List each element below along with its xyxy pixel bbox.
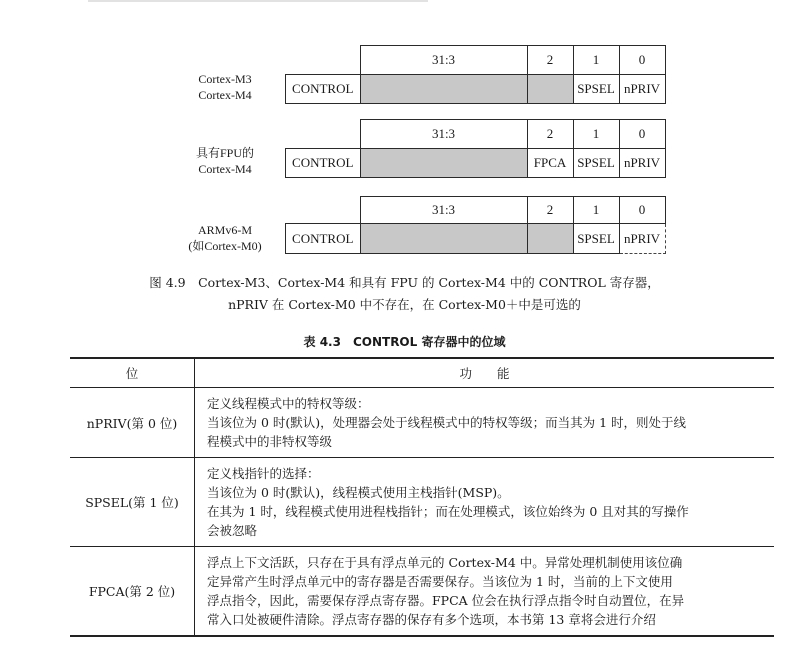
column-header-bit: 位 <box>70 358 195 388</box>
function-line: 定义栈指针的选择： <box>207 466 320 481</box>
diagram-2-label <box>165 145 285 177</box>
function-line: 定义线程模式中的特权等级： <box>207 396 370 411</box>
reserved-bits-31-3 <box>360 75 527 104</box>
bit-cell: nPRIV(第 0 位) <box>70 388 195 458</box>
function-line: 常入口处被硬件清除。浮点寄存器的保存有多个选项，本书第 13 章将会进行介绍 <box>207 612 656 627</box>
register-header-spacer <box>286 197 361 224</box>
bit-header-31-3: 31:3 <box>360 120 527 149</box>
table-row <box>70 458 774 547</box>
function-line: 在其为 1 时，线程模式使用进程栈指针；而在处理模式，该位始终为 0 且对其的写操作 <box>207 504 689 519</box>
function-cell <box>195 547 775 637</box>
function-line: 浮点指令，因此，需要保存浮点寄存器。FPCA 位会在执行浮点指令时自动置位，在异 <box>207 593 685 608</box>
function-line: 会被忽略 <box>207 523 258 538</box>
table-header-row <box>70 358 774 388</box>
table-row <box>70 547 774 637</box>
reserved-bit-2 <box>527 75 573 104</box>
fpca-field: FPCA <box>527 149 573 178</box>
control-register-diagram-1 <box>285 45 666 104</box>
spsel-field: SPSEL <box>573 224 619 254</box>
diagram-label-line: 具有FPU的 <box>195 146 254 160</box>
bit-header-0: 0 <box>619 120 665 149</box>
bit-header-2: 2 <box>527 120 573 149</box>
function-line: 当该位为 0 时(默认)，处理器会处于线程模式中的特权等级；而当其为 1 时，则处于线 <box>207 415 687 430</box>
figure-caption-line-2: nPRIV 在 Cortex-M0 中不存在，在 Cortex-M0＋中是可选的 <box>228 297 581 312</box>
function-line: 程模式中的非特权等级 <box>207 434 333 449</box>
function-cell <box>195 458 775 547</box>
register-name-cell: CONTROL <box>286 149 361 178</box>
function-line: 定异常产生时浮点单元中的寄存器是否需要保存。当该位为 1 时，当前的上下文使用 <box>207 574 673 589</box>
diagram-1-label <box>165 71 285 103</box>
register-name-cell: CONTROL <box>286 224 361 254</box>
column-header-function: 功 能 <box>195 358 775 388</box>
npriv-optional-field: nPRIV <box>619 224 665 254</box>
bit-header-31-3: 31:3 <box>360 197 527 224</box>
bit-header-0: 0 <box>619 197 665 224</box>
diagram-label-line: Cortex-M4 <box>198 162 252 176</box>
control-bitfield-table <box>70 357 774 637</box>
diagram-3-label <box>165 222 285 254</box>
page-top-rule <box>88 0 428 2</box>
register-name-cell: CONTROL <box>286 75 361 104</box>
reserved-bits-31-3 <box>360 149 527 178</box>
diagram-label-line: (如Cortex-M0) <box>188 239 262 253</box>
function-cell <box>195 388 775 458</box>
diagram-label-line: ARMv6-M <box>197 223 252 237</box>
register-header-spacer <box>286 120 361 149</box>
reserved-bits-31-3 <box>360 224 527 254</box>
bit-header-2: 2 <box>527 197 573 224</box>
figure-caption-line-1: 图 4.9 Cortex-M3、Cortex-M4 和具有 FPU 的 Cortex-M4 中的 CONTROL 寄存器， <box>149 275 660 290</box>
register-header-spacer <box>286 46 361 75</box>
function-line: 当该位为 0 时(默认)，线程模式使用主栈指针(MSP)。 <box>207 485 510 500</box>
npriv-field: nPRIV <box>619 75 665 104</box>
bit-header-1: 1 <box>573 120 619 149</box>
spsel-field: SPSEL <box>573 75 619 104</box>
bit-header-1: 1 <box>573 197 619 224</box>
table-title: 表 4.3 CONTROL 寄存器中的位域 <box>303 335 506 349</box>
spsel-field: SPSEL <box>573 149 619 178</box>
control-register-diagram-3 <box>285 196 666 254</box>
control-register-diagram-2 <box>285 119 666 178</box>
bit-header-0: 0 <box>619 46 665 75</box>
diagram-label-line: Cortex-M3 <box>198 72 252 86</box>
bit-cell: FPCA(第 2 位) <box>70 547 195 637</box>
bit-header-2: 2 <box>527 46 573 75</box>
bit-header-1: 1 <box>573 46 619 75</box>
diagram-label-line: Cortex-M4 <box>198 88 252 102</box>
function-line: 浮点上下文活跃，只存在于具有浮点单元的 Cortex-M4 中。异常处理机制使用该位确 <box>207 555 683 570</box>
bit-cell: SPSEL(第 1 位) <box>70 458 195 547</box>
reserved-bit-2 <box>527 224 573 254</box>
table-row <box>70 388 774 458</box>
bit-header-31-3: 31:3 <box>360 46 527 75</box>
npriv-field: nPRIV <box>619 149 665 178</box>
